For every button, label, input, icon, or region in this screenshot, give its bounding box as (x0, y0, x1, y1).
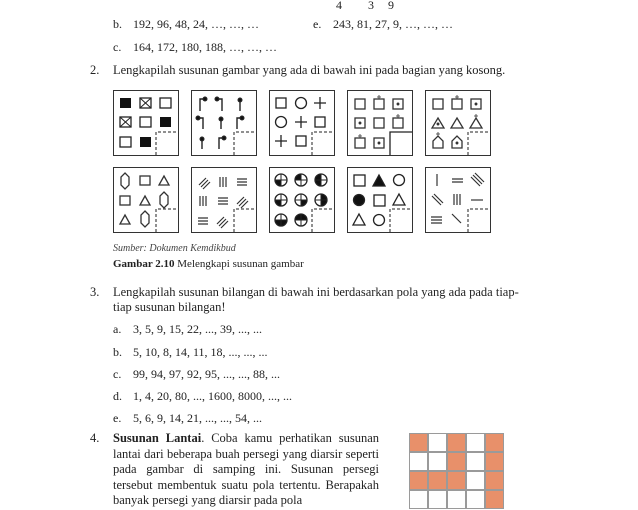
pentagon-icon (433, 136, 443, 148)
blank-tile (466, 452, 485, 471)
puzzle-hooks-pins (191, 90, 257, 156)
square-icon (374, 99, 384, 109)
blank-tile (428, 452, 447, 471)
horizontal-lines-icon (198, 218, 208, 224)
q3-item-e (113, 411, 262, 425)
quartered-circle-icon (315, 174, 327, 186)
quartered-circle-icon (315, 194, 327, 206)
blank-tile (466, 433, 485, 452)
diagonal-lines-icon (199, 178, 210, 189)
single-diagonal-line (452, 214, 461, 223)
empty-slot (312, 209, 334, 232)
square-icon (433, 99, 443, 109)
item-label: c. (113, 40, 122, 54)
puzzle-graphic (114, 91, 178, 155)
filled-triangle-icon (373, 175, 385, 186)
shaded-tile (485, 490, 504, 509)
diagonal-lines-icon (237, 197, 248, 208)
square-icon (296, 136, 306, 146)
question-text-line1: Lengkapilah susunan bilangan di bawah ini berdasarkan pola yang ada pada tiap- (113, 285, 519, 299)
filled-circle-icon (354, 195, 365, 206)
triangle-icon (451, 118, 463, 128)
q1-item-e (313, 17, 453, 31)
blank-tile (428, 433, 447, 452)
shaded-tile (447, 452, 466, 471)
empty-square-icon (160, 98, 171, 108)
item-label: b. (113, 17, 122, 31)
question-number: 3. (90, 285, 100, 299)
item-label: c. (113, 367, 122, 381)
filled-square-icon (140, 137, 151, 147)
shaded-tile (447, 433, 466, 452)
vertical-lines-icon (220, 177, 226, 187)
blank-tile (466, 490, 485, 509)
empty-slot (156, 209, 178, 232)
shaded-tile (428, 471, 447, 490)
empty-slot (234, 132, 256, 155)
square-icon (355, 138, 365, 148)
square-icon (355, 99, 365, 109)
q3-item-d (113, 389, 292, 403)
empty-slot (234, 209, 256, 232)
item-label: e. (313, 17, 322, 31)
question4-paragraph (113, 431, 379, 509)
hexagon-icon (160, 192, 168, 208)
puzzle-graphic (348, 91, 412, 155)
puzzle-graphic (270, 168, 334, 232)
figure-number: Gambar 2.10 (113, 258, 175, 270)
q3-item-b (113, 345, 268, 359)
question-text-line2: tiap susunan bilangan! (113, 300, 226, 314)
puzzle-graphic (270, 91, 334, 155)
q3-item-c (113, 367, 280, 381)
q3-item-a (113, 322, 262, 336)
blank-tile (466, 471, 485, 490)
plus-icon (275, 135, 287, 147)
question-number: 4. (90, 431, 100, 445)
figure-source: Sumber: Dokumen Kemdikbud (113, 243, 236, 254)
crossed-square-icon (140, 98, 151, 108)
quartered-circle-icon (295, 194, 307, 206)
square-icon (140, 176, 150, 185)
circle-icon (296, 98, 307, 109)
square-icon (393, 118, 403, 128)
empty-slot (468, 132, 490, 155)
item-label: b. (113, 345, 122, 359)
puzzle-squares-filled-crossed (113, 90, 179, 156)
horizontal-lines-icon (237, 179, 247, 185)
triangle-icon (120, 215, 130, 224)
circle-icon (394, 175, 405, 186)
empty-square-icon (120, 137, 131, 147)
square-icon (315, 117, 325, 127)
plus-icon (295, 116, 307, 128)
empty-slot (468, 209, 490, 232)
shaded-tile (485, 452, 504, 471)
triangle-icon (470, 118, 482, 128)
triangle-icon (159, 176, 169, 185)
puzzle-square-triangle-pentagon (425, 90, 491, 156)
item-label: e. (113, 411, 122, 425)
shaded-tile (409, 433, 428, 452)
item-text: 5, 6, 9, 14, 21, ..., ..., 54, ... (133, 411, 262, 425)
triangle-icon (140, 196, 150, 205)
puzzle-graphic (192, 168, 256, 232)
question4-text: . Coba kamu perhatikan susunan lantai dari beberapa buah persegi yang diarsir seperti pada gambar di samping ini. Susunan persegi tersebut membentuk suatu pola tertentu. Berapakah banyak persegi yang diarsir pada pola (113, 431, 379, 507)
filled-square-icon (120, 98, 131, 108)
puzzle-graphic (426, 168, 490, 232)
triple-vertical-line (454, 194, 460, 205)
blank-tile (447, 490, 466, 509)
blank-tile (409, 490, 428, 509)
empty-slot (390, 209, 412, 232)
triple-diagonal-line (471, 173, 484, 186)
horizontal-lines-icon (218, 198, 228, 204)
empty-slot (156, 132, 178, 155)
item-text: 243, 81, 27, 9, …, …, … (333, 17, 453, 31)
puzzle-graphic (192, 91, 256, 155)
shaded-tile (447, 471, 466, 490)
item-label: a. (113, 322, 122, 336)
puzzle-hexagon-square-triangle (113, 167, 179, 233)
figure-title: Melengkapi susunan gambar (174, 258, 304, 270)
item-text: 99, 94, 97, 92, 95, ..., ..., 88, ... (133, 367, 280, 381)
square-icon (354, 175, 365, 186)
quartered-circle-icon (275, 214, 287, 226)
item-text: 164, 172, 180, 188, …, …, … (133, 40, 277, 54)
item-label: d. (113, 389, 122, 403)
puzzle-graphic (348, 168, 412, 232)
vertical-lines-icon (200, 196, 206, 206)
fraction-denominator: 3 (368, 0, 374, 12)
circle-icon (276, 117, 287, 128)
question4-title: Susunan Lantai (113, 431, 202, 445)
quartered-circle-icon (275, 174, 287, 186)
empty-slot (390, 132, 412, 155)
triple-horizontal-line (431, 217, 442, 223)
quartered-circle-icon (295, 174, 307, 186)
puzzle-square-circle-plus (269, 90, 335, 156)
empty-slot (312, 132, 334, 155)
fraction-denominator: 4 (336, 0, 342, 12)
circle-icon (374, 215, 385, 226)
shaded-tile (409, 471, 428, 490)
diagonal-lines-icon (217, 217, 228, 228)
quartered-circle-icon (275, 194, 287, 206)
triangle-icon (353, 214, 365, 225)
square-icon (374, 195, 385, 206)
shaded-tile (485, 471, 504, 490)
plus-icon (314, 97, 326, 109)
crossed-square-icon (120, 117, 131, 127)
double-horizontal-line (452, 179, 463, 182)
blank-tile (428, 490, 447, 509)
question-number: 2. (90, 63, 100, 77)
hexagon-icon (141, 211, 149, 227)
puzzle-slash-lines (191, 167, 257, 233)
empty-square-icon (140, 117, 151, 127)
double-diagonal-line (432, 194, 443, 205)
puzzle-square-triangle-circle-filled (347, 167, 413, 233)
item-text: 192, 96, 48, 24, …, …, … (133, 17, 259, 31)
puzzle-quartered-circles (269, 167, 335, 233)
blank-tile (409, 452, 428, 471)
filled-square-icon (160, 117, 171, 127)
square-icon (120, 196, 130, 205)
item-text: 5, 10, 8, 14, 11, 18, ..., ..., ... (133, 345, 268, 359)
hexagon-icon (121, 173, 129, 189)
puzzle-line-orientations (425, 167, 491, 233)
q1-item-b (113, 17, 259, 31)
fraction-denominator: 9 (388, 0, 394, 12)
item-text: 1, 4, 20, 80, ..., 1600, 8000, ..., ... (133, 389, 292, 403)
quartered-circle-icon (295, 214, 307, 226)
puzzle-graphic (426, 91, 490, 155)
puzzle-graphic (114, 168, 178, 232)
puzzle-squares-marks (347, 90, 413, 156)
triangle-icon (393, 194, 405, 205)
q1-item-c (113, 40, 277, 54)
question-text: Lengkapilah susunan gambar yang ada di bawah ini pada bagian yang kosong. (113, 63, 506, 77)
shaded-tile (485, 433, 504, 452)
square-icon (276, 98, 286, 108)
item-text: 3, 5, 9, 15, 22, ..., 39, ..., ... (133, 322, 262, 336)
square-icon (374, 118, 384, 128)
figure-caption (113, 258, 304, 270)
square-icon (452, 99, 462, 109)
